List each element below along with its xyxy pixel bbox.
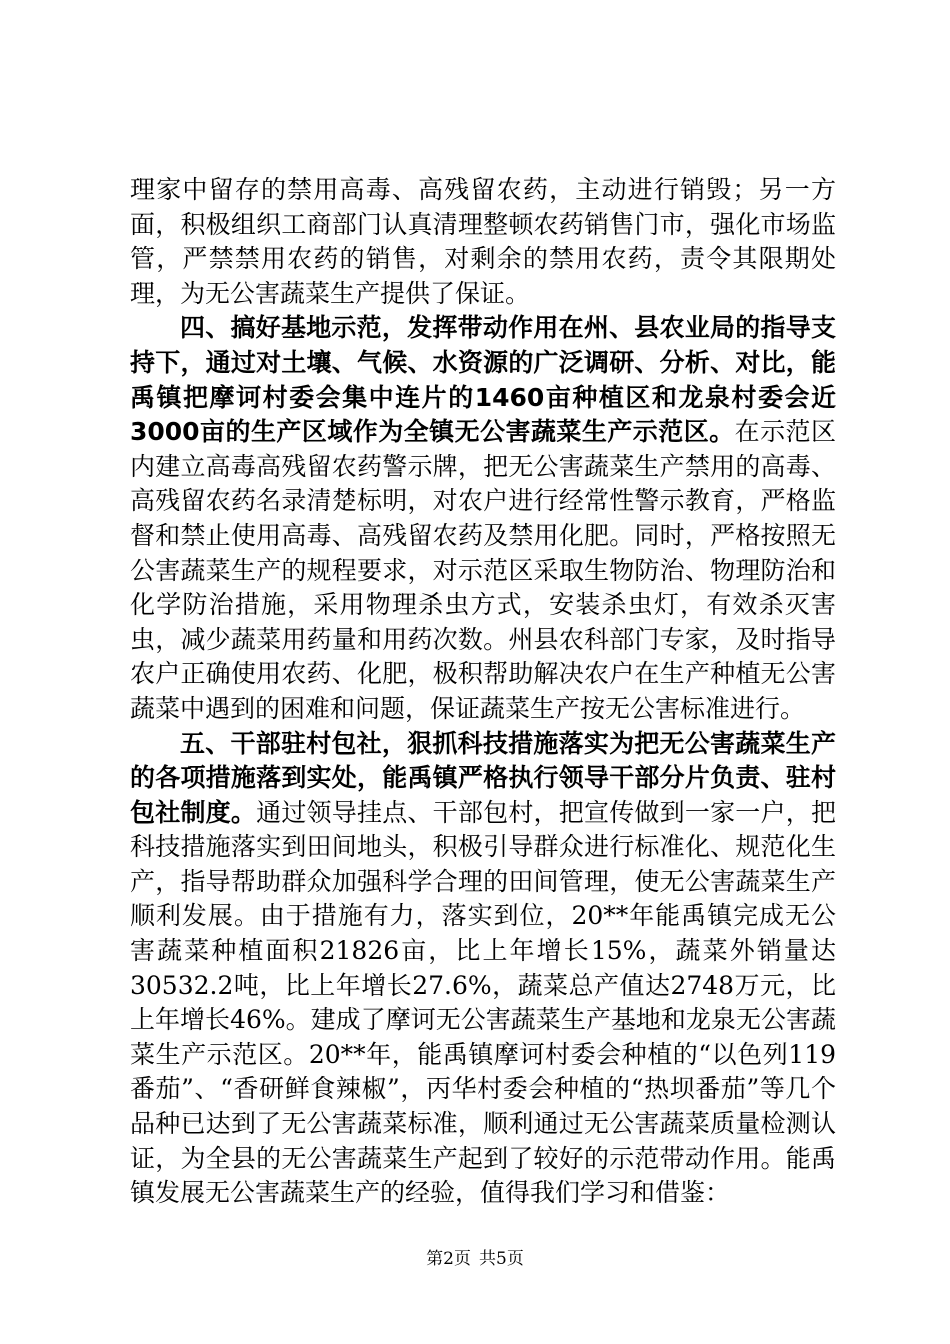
paragraph-heading-bold: 四、搞好基地示范，发挥带动作用在州、县农业局的指导支持下，通过对土壤、气候、水资源的广泛调研、分析、对比，能禹镇把摩诃村委会集中连片的1460亩种植区和龙泉村委会近3000亩的生产区域作为全镇无公害蔬菜生产示范区。 xyxy=(130,313,836,447)
paragraph-demonstration xyxy=(130,311,836,726)
paragraph-text: 理家中留存的禁用高毒、高残留农药，主动进行销毁；另一方面，积极组织工商部门认真清理整顿农药销售门市，强化市场监管，严禁禁用农药的销售，对剩余的禁用农药，责令其限期处理，为无公害蔬菜生产提供了保证。 xyxy=(130,175,836,308)
document-body xyxy=(130,173,836,1211)
paragraph-heading-bold: 五、干部驻村包社，狠抓科技措施落实为把无公害蔬菜生产的各项措施落到实处，能禹镇严格执行领导干部分片负责、驻村包社制度。 xyxy=(130,728,836,827)
paragraph-text: 通过领导挂点、干部包村，把宣传做到一家一户，把科技措施落实到田间地头，积极引导群众进行标准化、规范化生产，指导帮助群众加强科学合理的田间管理，使无公害蔬菜生产顺利发展。由于措施有力，落实到位，20**年能禹镇完成无公害蔬菜种植面积21826亩，比上年增长15%，蔬菜外销量达30532.2吨，比上年增长27.6%，蔬菜总产值达2748万元，比上年增长46%。建成了摩诃无公害蔬菜生产基地和龙泉无公害蔬菜生产示范区。20**年，能禹镇摩诃村委会种植的“以色列119番茄”、“香研鲜食辣椒”，丙华村委会种植的“热坝番茄”等几个品种已达到了无公害蔬菜标准，顺利通过无公害蔬菜质量检测认证，为全县的无公害蔬菜生产起到了较好的示范带动作用。能禹镇发展无公害蔬菜生产的经验，值得我们学习和借鉴： xyxy=(130,797,836,1208)
page-number-total: 共5页 xyxy=(479,1249,524,1269)
paragraph-text: 在示范区内建立高毒高残留农药警示牌，把无公害蔬菜生产禁用的高毒、高残留农药名录清楚标明，对农户进行经常性警示教育，严格监督和禁止使用高毒、高残留农药及禁用化肥。同时，严格按照无公害蔬菜生产的规程要求，对示范区采取生物防治、物理防治和化学防治措施，采用物理杀虫方式，安装杀虫灯，有效杀灭害虫，减少蔬菜用药量和用药次数。州县农科部门专家，及时指导农户正确使用农药、化肥，极积帮助解决农户在生产种植无公害蔬菜中遇到的困难和问题，保证蔬菜生产按无公害标准进行。 xyxy=(130,417,836,723)
page-number-current: 第2页 xyxy=(426,1249,471,1269)
page-footer xyxy=(0,1244,950,1269)
paragraph-cadres xyxy=(130,727,836,1211)
paragraph-continuation xyxy=(130,173,836,311)
